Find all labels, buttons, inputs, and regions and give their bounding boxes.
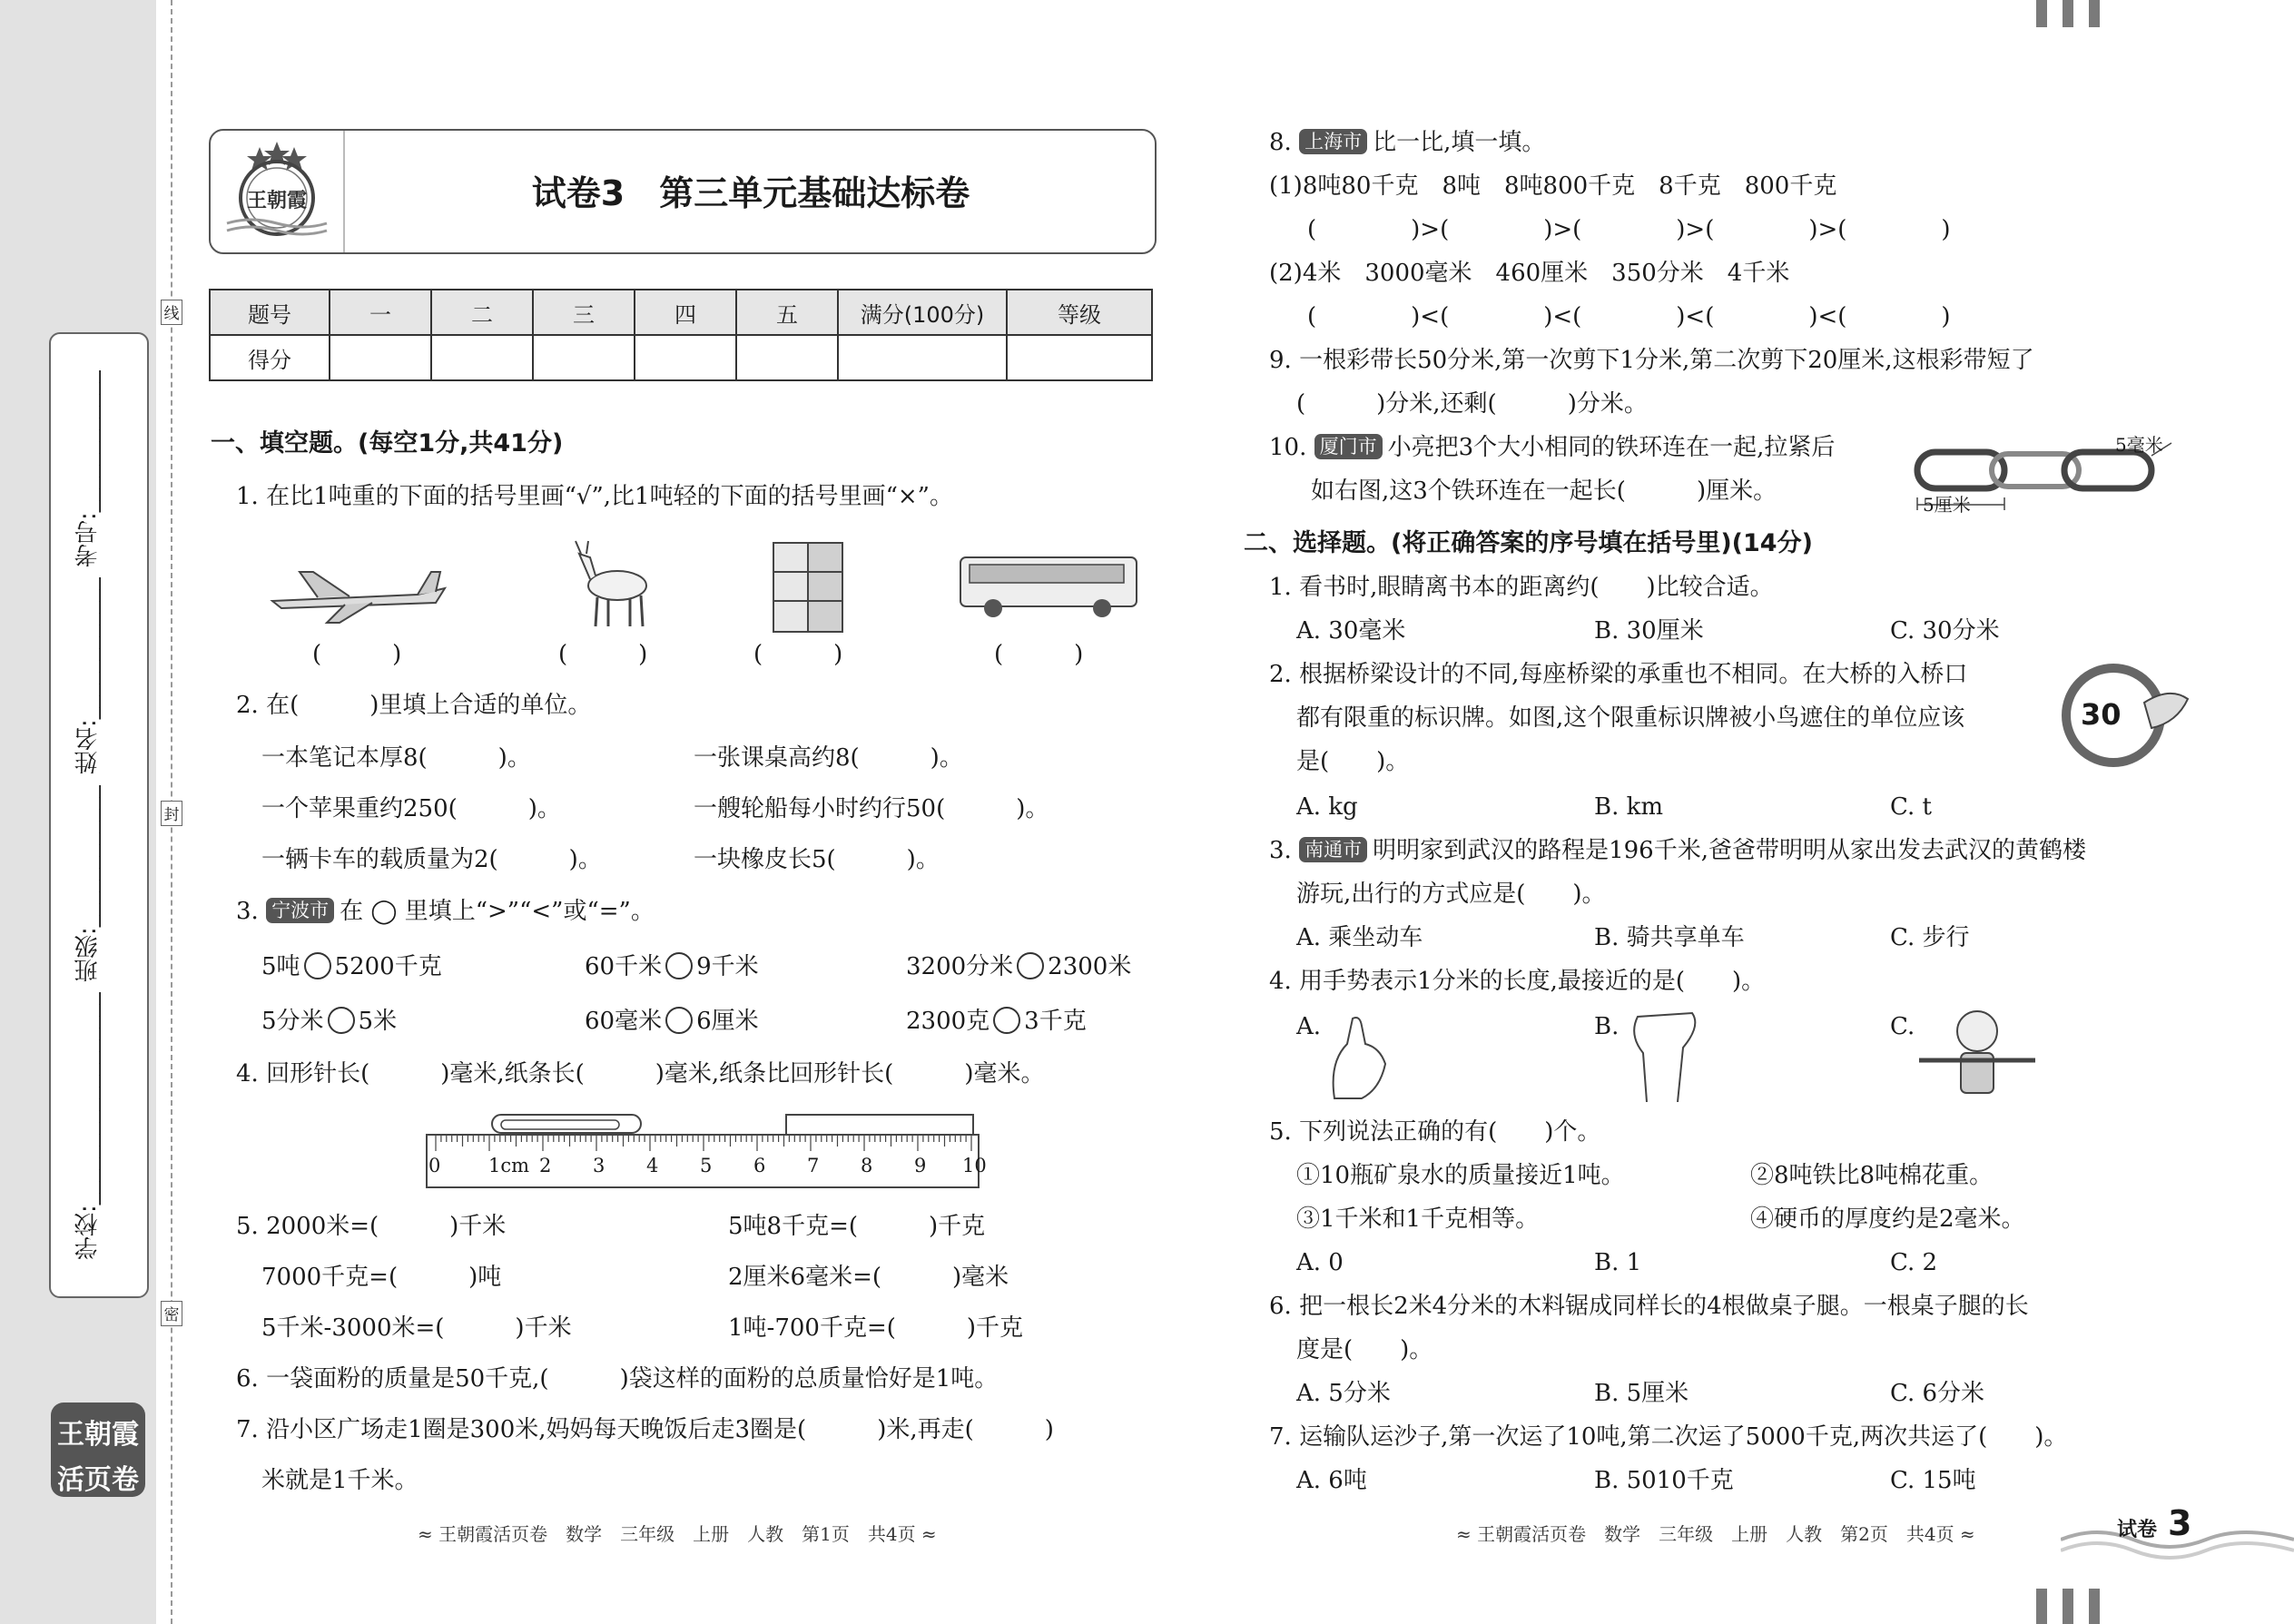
compare-item: 60千米 9千米 [585,953,759,980]
table-header: 三 [533,290,635,335]
score-cell[interactable] [838,335,1007,380]
ruler-label: 5 [700,1155,713,1176]
option[interactable]: A. kg [1296,793,1358,821]
compare-circle[interactable] [328,1007,355,1034]
score-cell[interactable] [1007,335,1152,380]
ruler-label: 4 [646,1155,659,1176]
header-box [209,129,1157,254]
choice-3-cont: 游玩,出行的方式应是( )。 [1296,881,1606,908]
question-8: 8. 上海市 比一比,填一填。 [1269,129,1546,156]
ruler-label: 2 [539,1155,552,1176]
score-table [209,289,1153,381]
question-4: 4. 回形针长( )毫米,纸条长( )毫米,纸条比回形针长( )毫米。 [236,1060,1045,1088]
ruler-label: 7 [807,1155,820,1176]
compare-circle[interactable] [993,1007,1020,1034]
option[interactable]: C. t [1890,793,1932,821]
student-info-box [49,332,149,1298]
q2-item: 一块橡皮长5( )。 [694,846,940,873]
seal-mark: 封 [161,801,182,826]
conversion-item: 1吨-700千克=( )千克 [728,1314,1024,1342]
compare-item: 5分米 5米 [261,1008,398,1035]
edge-bar [2036,1589,2047,1624]
option[interactable]: C. 6分米 [1890,1380,1985,1407]
region-tag: 上海市 [1299,129,1367,154]
ring-label: 5厘米 [1923,494,1971,516]
compare-item: 3200分米 2300米 [906,953,1132,980]
goat-image [563,536,663,635]
table-header: 一 [330,290,431,335]
option[interactable]: C. 30分米 [1890,617,2000,645]
svg-text:王朝霞: 王朝霞 [246,190,308,212]
question-2: 2. 在( )里填上合适的单位。 [236,692,592,719]
option[interactable]: A. 30毫米 [1296,617,1406,645]
weight-limit-sign [2061,659,2197,768]
statement: ④硬币的厚度约是2毫米。 [1750,1206,2025,1233]
school-emblem [223,136,330,243]
option[interactable]: A. 6吨 [1296,1467,1367,1494]
choice-4: 4. 用手势表示1分米的长度,最接近的是( )。 [1269,968,1766,995]
score-cell[interactable] [431,335,533,380]
section-2-title: 二、选择题。(将正确答案的序号填在括号里)(14分) [1244,529,1813,557]
edge-bar [2063,1589,2073,1624]
q8-part-2-answer[interactable]: ( )<( )<( )<( )<( ) [1307,303,1951,330]
choice-1: 1. 看书时,眼睛离书本的距离约( )比较合适。 [1269,574,1774,601]
brand-logo: 王朝霞 活页卷 [51,1403,145,1497]
compare-circle[interactable] [1017,952,1044,979]
compare-item: 2300克 3千克 [906,1008,1087,1035]
question-9: 9. 一根彩带长50分米,第一次剪下1分米,第二次剪下20厘米,这根彩带短了 [1269,347,2034,374]
child-arms-image [1915,1004,2039,1106]
table-header: 二 [431,290,533,335]
option[interactable]: B. 1 [1594,1249,1642,1276]
table-header: 等级 [1007,290,1152,335]
score-cell[interactable] [330,335,431,380]
q2-item: 一本笔记本厚8( )。 [261,744,531,772]
question-10-cont: 如右图,这3个铁环连在一起长( )厘米。 [1311,477,1777,505]
seal-mark: 密 [161,1301,182,1326]
option[interactable]: A. 乘坐动车 [1296,924,1423,951]
choice-7: 7. 运输队运沙子,第一次运了10吨,第二次运了5000千克,两次共运了( )。 [1269,1423,2068,1451]
hand-gesture-b [1620,1008,1710,1102]
school-field[interactable]: 学校:__________________ [74,992,102,1260]
statement: ③1千米和1千克相等。 [1296,1206,1540,1233]
page-footer: ≈ 王朝霞活页卷 数学 三年级 上册 人教 第1页 共4页 ≈ [418,1523,937,1545]
option[interactable]: C. 15吨 [1890,1467,1976,1494]
conversion-item: 2厘米6毫米=( )毫米 [728,1264,1009,1291]
section-1-title: 一、填空题。(每空1分,共41分) [211,429,564,458]
question-3: 3. 宁波市 在 ◯ 里填上“>”“<”或“=”。 [236,898,655,925]
option[interactable]: A. [1296,1013,1322,1040]
ruler-label: 9 [914,1155,927,1176]
option[interactable]: A. 0 [1296,1249,1344,1276]
question-1: 1. 在比1吨重的下面的括号里画“√”,比1吨轻的下面的括号里画“×”。 [236,483,953,510]
table-header: 题号 [210,290,330,335]
region-tag: 宁波市 [266,898,334,923]
question-9-cont: ( )分米,还剩( )分米。 [1296,390,1648,418]
answer-paren[interactable]: ( ) [558,641,648,668]
airplane-image [263,545,454,626]
compare-circle[interactable] [665,1007,693,1034]
bus-image [957,552,1140,621]
edge-bar [2089,0,2100,27]
option[interactable]: C. 2 [1890,1249,1938,1276]
page-footer: ≈ 王朝霞活页卷 数学 三年级 上册 人教 第2页 共4页 ≈ [1456,1523,1975,1545]
edge-bar [2036,0,2047,27]
ruler-label: 6 [753,1155,766,1176]
ruler-label: 0 [428,1155,441,1176]
class-field[interactable]: 班级:____________ [74,784,102,982]
choice-6: 6. 把一根长2米4分米的木料锯成同样长的4根做桌子腿。一根桌子腿的长 [1269,1293,2029,1320]
ruler-label: 8 [861,1155,873,1176]
sign-number: 30 [2081,697,2122,732]
choice-2-cont: 是( )。 [1296,748,1410,775]
conversion-item: 7000千克=( )吨 [261,1264,502,1291]
q2-item: 一艘轮船每小时约行50( )。 [694,795,1049,822]
option[interactable]: C. 步行 [1890,924,1970,951]
region-tag: 南通市 [1299,837,1367,862]
q2-item: 一辆卡车的载质量为2( )。 [261,846,602,873]
choice-5: 5. 下列说法正确的有( )个。 [1269,1118,1601,1146]
table-row-label: 得分 [210,335,330,380]
question-10: 10. 厦门市 小亮把3个大小相同的铁环连在一起,拉紧后 [1269,434,1836,461]
option[interactable]: A. 5分米 [1296,1380,1391,1407]
answer-paren[interactable]: ( ) [312,641,402,668]
badge-label: 试卷 [2117,1519,2158,1541]
question-7: 7. 沿小区广场走1圈是300米,妈妈每天晚饭后走3圈是( )米,再走( ) [236,1416,1054,1443]
statement: ②8吨铁比8吨棉花重。 [1750,1162,1994,1189]
option[interactable]: C. [1890,1013,1915,1040]
q8-part-2: (2)4米 3000毫米 460厘米 350分米 4千米 [1269,260,1790,287]
region-tag: 厦门市 [1314,434,1383,459]
option[interactable]: B. 5厘米 [1594,1380,1689,1407]
conversion-item: 5. 2000米=( )千米 [236,1213,507,1240]
badge-number: 3 [2168,1503,2192,1543]
answer-paren[interactable]: ( ) [994,641,1084,668]
ruler-label: 10 [962,1155,987,1176]
boxes-image [770,536,846,635]
option[interactable]: B. [1594,1013,1620,1040]
q8-part-1: (1)8吨80千克 8吨 8吨800千克 8千克 800千克 [1269,172,1837,200]
option[interactable]: B. 30厘米 [1594,617,1704,645]
ruler-labels [425,1155,988,1182]
table-header: 五 [736,290,838,335]
hand-gesture-a [1325,1008,1398,1102]
table-header: 四 [635,290,736,335]
choice-2-cont: 都有限重的标识牌。如图,这个限重标识牌被小鸟遮住的单位应该 [1296,704,1965,732]
question-7-cont: 米就是1千米。 [261,1467,418,1494]
statement: ①10瓶矿泉水的质量接近1吨。 [1296,1162,1625,1189]
conversion-item: 5千米-3000米=( )千米 [261,1314,572,1342]
score-cell[interactable] [736,335,838,380]
table-header: 满分(100分) [838,290,1007,335]
compare-item: 5吨 5200千克 [261,953,442,980]
name-field[interactable]: 姓名:____________ [74,577,102,775]
choice-3: 3. 南通市 明明家到武汉的路程是196千米,爸爸带明明从家出发去武汉的黄鹤楼 [1269,837,2086,864]
choice-2: 2. 根据桥梁设计的不同,每座桥梁的承重也不相同。在大桥的入桥口 [1269,661,1968,688]
edge-bar [2089,1589,2100,1624]
option[interactable]: B. km [1594,793,1664,821]
score-cell[interactable] [635,335,736,380]
page-title: 试卷3 第三单元基础达标卷 [531,173,970,213]
choice-6-cont: 度是( )。 [1296,1336,1433,1363]
seal-mark: 线 [161,300,182,325]
q2-item: 一张课桌高约8( )。 [694,744,963,772]
ring-label: 5毫米 [2115,434,2163,456]
ruler-label: 3 [593,1155,605,1176]
option[interactable]: B. 5010千克 [1594,1467,1734,1494]
edge-bar [2063,0,2073,27]
conversion-item: 5吨8千克=( )千克 [728,1213,986,1240]
score-cell[interactable] [533,335,635,380]
option[interactable]: B. 骑共享单车 [1594,924,1745,951]
compare-item: 60毫米 6厘米 [585,1008,759,1035]
exam-no-field[interactable]: 考号:____________ [74,370,102,567]
compare-circle[interactable] [304,952,331,979]
q8-part-1-answer[interactable]: ( )>( )>( )>( )>( ) [1307,216,1951,243]
ruler-label: 1cm [488,1155,530,1176]
q2-item: 一个苹果重约250( )。 [261,795,561,822]
answer-paren[interactable]: ( ) [753,641,843,668]
question-6: 6. 一袋面粉的质量是50千克,( )袋这样的面粉的总质量恰好是1吨。 [236,1365,999,1393]
page-badge [2061,1498,2294,1561]
compare-circle[interactable] [665,952,693,979]
